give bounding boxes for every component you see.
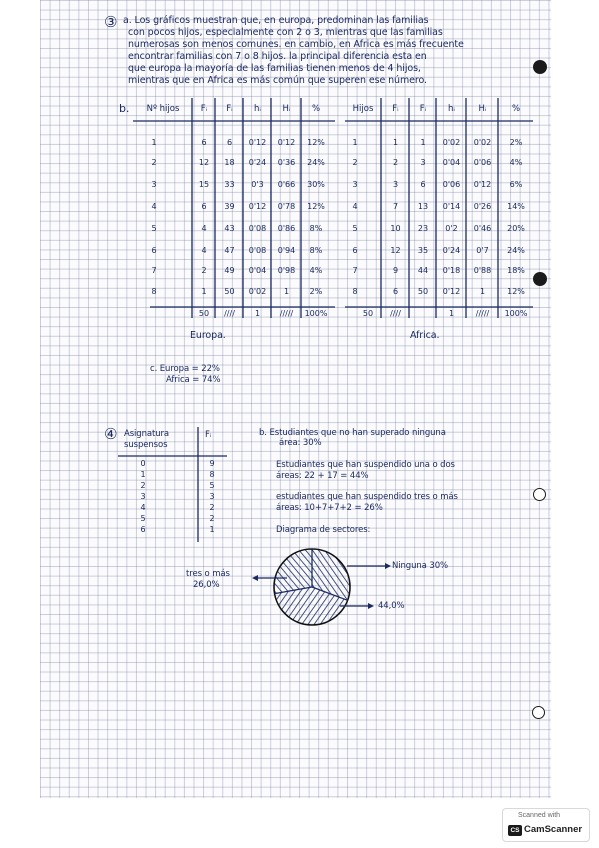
cell: 6 xyxy=(201,138,207,147)
africa-header-pct: % xyxy=(511,104,521,114)
pie-label-ninguna: Ninguna 30% xyxy=(392,561,448,571)
pie-label-tres-mas-1: tres o más xyxy=(186,569,230,579)
cell: 47 xyxy=(224,246,235,255)
q3-a-line-3: numerosas son menos comunes. en cambio, en Africa es más frecuente xyxy=(128,39,464,50)
cell: 0'12 xyxy=(473,180,492,189)
europa-caption: Europa. xyxy=(190,330,226,341)
camscanner-watermark xyxy=(502,808,590,842)
cell: 0'12 xyxy=(248,138,267,147)
cell: 7 xyxy=(392,202,399,211)
cell: 0 xyxy=(140,459,146,468)
europa-header-hi: hᵢ xyxy=(254,104,261,114)
q3-number: ③ xyxy=(104,13,118,31)
africa-header-Fi: Fᵢ xyxy=(419,104,427,114)
cell: 0'06 xyxy=(473,158,492,167)
cell: 8% xyxy=(309,224,323,233)
cell: //// xyxy=(224,309,235,318)
cell: 1 xyxy=(201,287,207,296)
cell: 0'98 xyxy=(277,266,296,275)
cell: ///// xyxy=(279,309,294,318)
cell: 100% xyxy=(504,309,528,318)
cell: 0'12 xyxy=(442,287,461,296)
cell: 1 xyxy=(209,525,215,534)
cell: 0'3 xyxy=(251,180,264,189)
cell: 0'2 xyxy=(445,224,458,233)
cell: 8 xyxy=(151,287,157,296)
q3-a-line-1: a. Los gráficos muestran que, en europa, predominan las familias xyxy=(123,15,429,26)
cell: 0'24 xyxy=(442,246,461,255)
cell: 50 xyxy=(362,309,374,318)
q4-b-line-7: Diagrama de sectores: xyxy=(276,525,371,535)
cell: 12% xyxy=(307,138,325,147)
cell: 24% xyxy=(307,158,325,167)
cell: 13 xyxy=(417,202,429,211)
africa-header-fi: Fᵢ xyxy=(392,104,399,114)
cell: 8 xyxy=(352,287,358,296)
cell: 43 xyxy=(224,224,235,233)
cell: 0'14 xyxy=(442,202,461,211)
cell: 6 xyxy=(420,180,426,189)
cell: //// xyxy=(390,309,401,318)
cell: 0'02 xyxy=(442,138,461,147)
cell: 0'66 xyxy=(277,180,296,189)
cell: 4 xyxy=(201,246,207,255)
cell: 23 xyxy=(417,224,429,233)
africa-header-Hi: Hᵢ xyxy=(478,104,487,114)
cell: 1 xyxy=(420,138,426,147)
cell: 9 xyxy=(209,459,215,468)
cell: 6 xyxy=(226,138,233,147)
cell: 0'12 xyxy=(277,138,296,147)
cell: 24% xyxy=(507,246,525,255)
cell: 50 xyxy=(198,309,210,318)
europa-header-pct: % xyxy=(311,104,321,114)
cell: 4% xyxy=(309,266,323,275)
cell: 5 xyxy=(352,224,358,233)
q3-a-line-4: encontrar familias con 7 o 8 hijos. la principal diferencia esta en xyxy=(128,51,427,62)
q3-b-label: b. xyxy=(119,102,130,115)
cell: 20% xyxy=(507,224,525,233)
cell: 0'26 xyxy=(473,202,492,211)
pie-label-una-dos: 44,0% xyxy=(378,601,405,611)
q4-b-line-2: área: 30% xyxy=(279,438,322,448)
cell: 2 xyxy=(209,503,215,512)
pie-label-tres-mas-2: 26,0% xyxy=(193,580,220,590)
q4-b-line-6: áreas: 10+7+7+2 = 26% xyxy=(276,503,383,513)
cell: 2% xyxy=(309,287,323,296)
cell: 6 xyxy=(392,287,399,296)
cell: 0'02 xyxy=(248,287,267,296)
cell: 2 xyxy=(209,514,215,523)
cell: 12 xyxy=(198,158,210,167)
cell: 6 xyxy=(140,525,146,534)
cell: 12% xyxy=(307,202,325,211)
cell: 7 xyxy=(352,266,358,275)
cell: 4 xyxy=(352,202,358,211)
cell: 3 xyxy=(209,492,215,501)
cell: 0'04 xyxy=(442,158,461,167)
cell: 0'36 xyxy=(277,158,296,167)
cell: 49 xyxy=(224,266,235,275)
cell: 1 xyxy=(254,309,261,318)
cell: 0'06 xyxy=(442,180,461,189)
cell: 6% xyxy=(509,180,523,189)
cell: 15 xyxy=(198,180,210,189)
cell: 2 xyxy=(392,158,399,167)
cell: 1 xyxy=(151,138,157,147)
q3-c-line-1: c. Europa = 22% xyxy=(150,364,220,374)
cell: 8% xyxy=(309,246,323,255)
cell: 39 xyxy=(224,202,235,211)
q4-table-header-1: Asignatura xyxy=(124,429,170,439)
scanner-brand: CamScanner xyxy=(524,824,583,835)
cell: 0'7 xyxy=(476,246,489,255)
cell: 1 xyxy=(479,287,486,296)
cell: 6 xyxy=(151,246,157,255)
cell: 0'46 xyxy=(473,224,492,233)
q4-b-line-1: b. Estudiantes que no han superado ninguna xyxy=(259,428,446,438)
q4-b-line-3: Estudiantes que han suspendido una o dos xyxy=(276,460,455,470)
europa-header-Hi: Hᵢ xyxy=(282,104,291,114)
cell: 2 xyxy=(140,481,146,490)
cell: 1 xyxy=(392,138,399,147)
cell: 12 xyxy=(390,246,401,255)
cell: 3 xyxy=(392,180,399,189)
cell: 30% xyxy=(307,180,325,189)
cell: ///// xyxy=(475,309,490,318)
cell: 3 xyxy=(420,158,426,167)
cell: 6 xyxy=(201,202,207,211)
q3-c-line-2: Africa = 74% xyxy=(166,375,221,385)
cell: 0'08 xyxy=(248,224,267,233)
camscanner-logo-icon: CS xyxy=(508,825,522,836)
cell: 7 xyxy=(151,266,157,275)
cell: 0'88 xyxy=(473,266,492,275)
cell: 0'18 xyxy=(442,266,461,275)
cell: 18% xyxy=(507,266,525,275)
cell: 0'04 xyxy=(248,266,267,275)
cell: 6 xyxy=(352,246,358,255)
q4-b-line-5: estudiantes que han suspendido tres o más xyxy=(276,492,458,502)
cell: 4% xyxy=(509,158,523,167)
cell: 3 xyxy=(140,492,146,501)
cell: 1 xyxy=(448,309,455,318)
cell: 12% xyxy=(507,287,525,296)
cell: 4 xyxy=(201,224,207,233)
cell: 0'78 xyxy=(277,202,296,211)
q4-number: ④ xyxy=(104,425,118,443)
cell: 50 xyxy=(224,287,235,296)
cell: 14% xyxy=(507,202,525,211)
africa-header-hijos: Hijos xyxy=(352,104,374,114)
q3-a-line-2: con pocos hijos, especialmente con 2 o 3, mientras que las familias xyxy=(128,27,443,38)
cell: 4 xyxy=(140,503,146,512)
cell: 10 xyxy=(390,224,401,233)
cell: 0'02 xyxy=(473,138,492,147)
cell: 33 xyxy=(224,180,235,189)
cell: 18 xyxy=(224,158,235,167)
cell: 5 xyxy=(151,224,157,233)
q4-table-header-2: suspensos xyxy=(124,440,168,450)
cell: 50 xyxy=(417,287,429,296)
cell: 4 xyxy=(151,202,157,211)
europa-header-hijos: Nº hijos xyxy=(146,104,180,114)
cell: 1 xyxy=(283,287,290,296)
q4-table-header-f: Fᵢ xyxy=(205,430,212,440)
cell: 2 xyxy=(201,266,207,275)
africa-header-hi: hᵢ xyxy=(448,104,455,114)
cell: 1 xyxy=(352,138,358,147)
cell: 5 xyxy=(140,514,146,523)
cell: 2 xyxy=(151,158,157,167)
scanner-caption: Scanned with xyxy=(518,812,561,819)
pie-slice-tres-mas xyxy=(274,549,312,594)
europa-header-fi: Fᵢ xyxy=(200,104,208,114)
cell: 3 xyxy=(151,180,157,189)
africa-caption: Africa. xyxy=(410,330,440,341)
cell: 0'24 xyxy=(248,158,267,167)
cell: 0'12 xyxy=(248,202,267,211)
cell: 35 xyxy=(417,246,429,255)
q3-a-line-5: que europa la mayoría de las familias tienen menos de 4 hijos, xyxy=(128,63,421,74)
q3-a-line-6: mientras que en Africa es más común que superen ese número. xyxy=(128,75,427,86)
cell: 2 xyxy=(352,158,358,167)
cell: 3 xyxy=(352,180,358,189)
cell: 9 xyxy=(392,266,399,275)
cell: 8 xyxy=(209,470,215,479)
cell: 0'86 xyxy=(277,224,296,233)
cell: 44 xyxy=(417,266,429,275)
cell: 5 xyxy=(209,481,215,490)
europa-header-Fi: Fᵢ xyxy=(226,104,233,114)
cell: 1 xyxy=(140,470,146,479)
q4-b-line-4: áreas: 22 + 17 = 44% xyxy=(276,471,369,481)
cell: 2% xyxy=(509,138,523,147)
cell: 0'08 xyxy=(248,246,267,255)
cell: 100% xyxy=(304,309,328,318)
cell: 0'94 xyxy=(277,246,296,255)
